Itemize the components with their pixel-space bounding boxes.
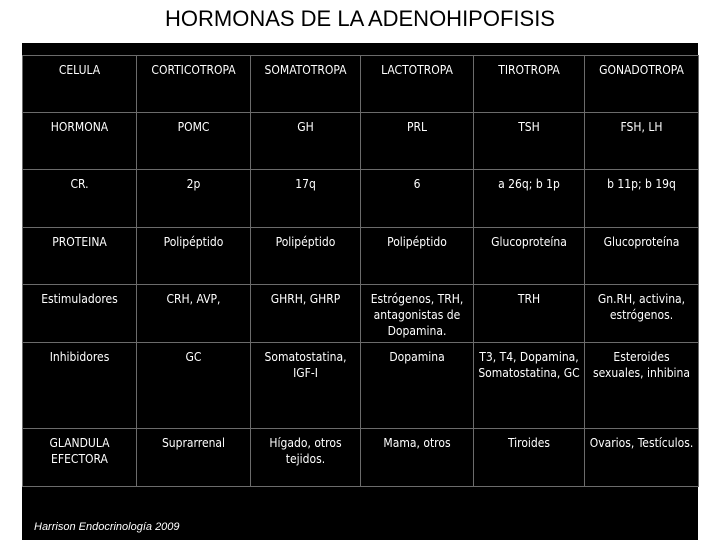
table-cell: Glucoproteína	[585, 228, 699, 285]
table-cell: T3, T4, Dopamina, Somatostatina, GC	[474, 343, 585, 429]
table-cell: a 26q; b 1p	[474, 170, 585, 228]
table-cell: GH	[251, 113, 361, 170]
table-cell: GHRH, GHRP	[251, 285, 361, 343]
table-cell: Estimuladores	[23, 285, 137, 343]
table-row	[23, 228, 699, 285]
table-cell: POMC	[137, 113, 251, 170]
table-cell: GLANDULA EFECTORA	[23, 429, 137, 487]
table-cell: CR.	[23, 170, 137, 228]
table-cell: 2p	[137, 170, 251, 228]
table-cell: FSH, LH	[585, 113, 699, 170]
table-cell: Polipéptido	[361, 228, 474, 285]
table-cell: HORMONA	[23, 113, 137, 170]
source-citation: Harrison Endocrinología 2009	[34, 521, 180, 533]
table-cell: PROTEINA	[23, 228, 137, 285]
table-cell: CELULA	[23, 56, 137, 113]
table-row	[23, 113, 699, 170]
table-cell: CORTICOTROPA	[137, 56, 251, 113]
table-cell: Esteroides sexuales, inhibina	[585, 343, 699, 429]
table-cell: Inhibidores	[23, 343, 137, 429]
table-cell: CRH, AVP,	[137, 285, 251, 343]
page-title: HORMONAS DE LA ADENOHIPOFISIS	[165, 6, 555, 31]
table-cell: TRH	[474, 285, 585, 343]
table-cell: 6	[361, 170, 474, 228]
table-cell: TSH	[474, 113, 585, 170]
table-cell: b 11p; b 19q	[585, 170, 699, 228]
table-row	[23, 429, 699, 487]
table-cell: Suprarrenal	[137, 429, 251, 487]
table-cell: LACTOTROPA	[361, 56, 474, 113]
table-cell: Somatostatina, IGF-I	[251, 343, 361, 429]
table-cell: TIROTROPA	[474, 56, 585, 113]
table-header-row	[23, 56, 699, 113]
table-cell: 17q	[251, 170, 361, 228]
slide-panel	[22, 43, 698, 540]
table-row	[23, 170, 699, 228]
table-cell: GC	[137, 343, 251, 429]
table-row	[23, 343, 699, 429]
table-cell: Ovarios, Testículos.	[585, 429, 699, 487]
table-cell: Gn.RH, activina, estrógenos.	[585, 285, 699, 343]
table-cell: Estrógenos, TRH, antagonistas de Dopamina.	[361, 285, 474, 343]
table-cell: SOMATOTROPA	[251, 56, 361, 113]
table-cell: Hígado, otros tejidos.	[251, 429, 361, 487]
table-cell: PRL	[361, 113, 474, 170]
table-cell: Polipéptido	[137, 228, 251, 285]
table-row	[23, 285, 699, 343]
table-cell: Tiroides	[474, 429, 585, 487]
table-cell: Mama, otros	[361, 429, 474, 487]
table-cell: Polipéptido	[251, 228, 361, 285]
hormone-table	[22, 55, 699, 487]
table-cell: Glucoproteína	[474, 228, 585, 285]
table-cell: Dopamina	[361, 343, 474, 429]
table-cell: GONADOTROPA	[585, 56, 699, 113]
